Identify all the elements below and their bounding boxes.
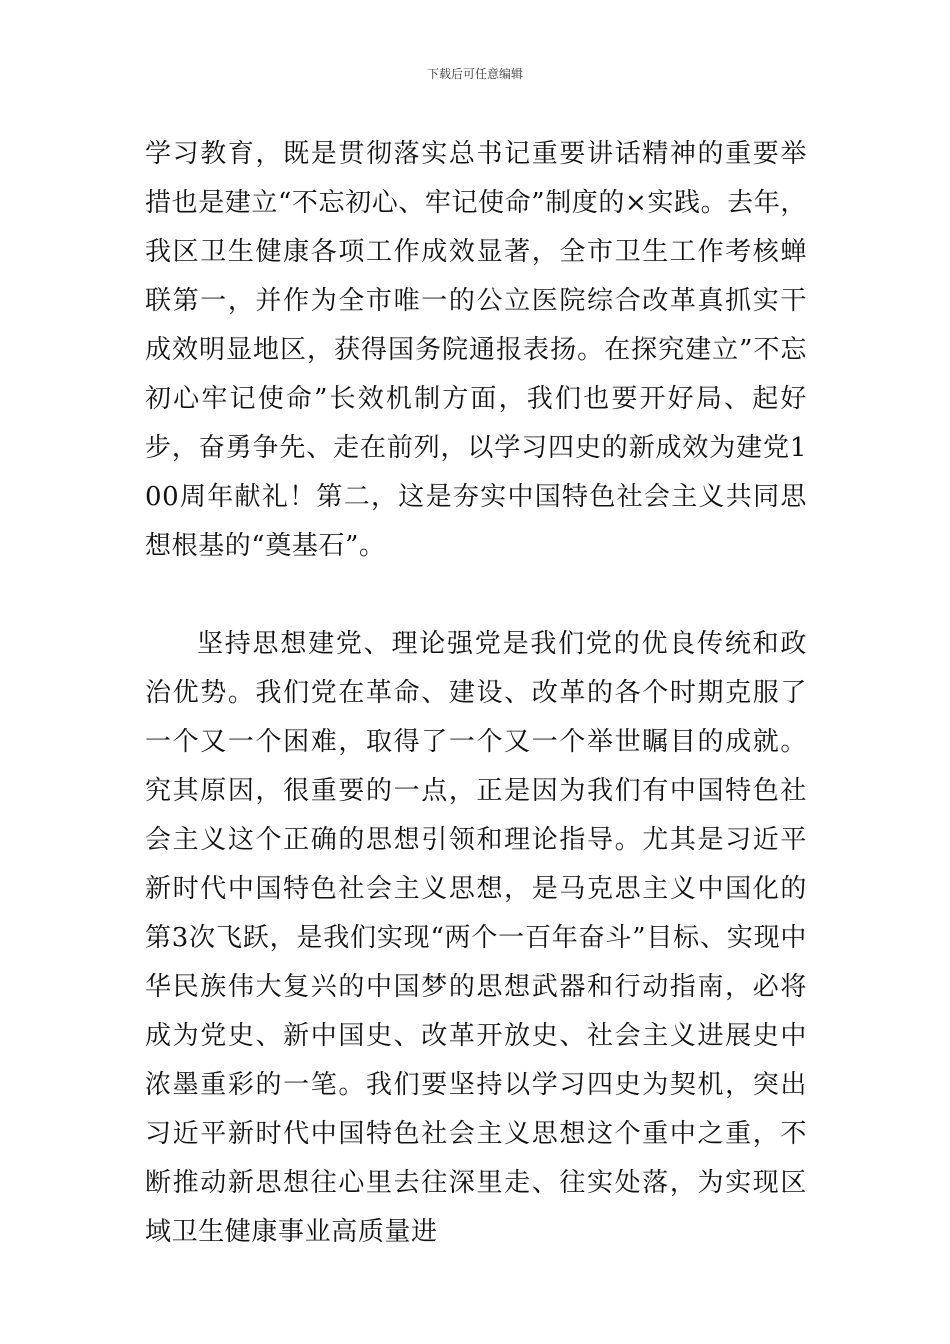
document-body <box>145 130 807 1257</box>
header-note: 下载后可任意编辑 <box>426 67 523 81</box>
paragraph-2: 坚持思想建党、理论强党是我们党的优良传统和政治优势。我们党在革命、建设、改革的各个时期克服了一个又一个困难，取得了一个又一个举世瞩目的成就。究其原因，很重要的一点，正是因为我们有中国特色社会主义这个正确的思想引领和理论指导。尤其是习近平新时代中国特色社会主义思想，是马克思主义中国化的第3次飞跃，是我们实现“两个一百年奋斗”目标、实现中华民族伟大复兴的中国梦的思想武器和行动指南，必将成为党史、新中国史、改革开放史、社会主义进展史中浓墨重彩的一笔。我们要坚持以学习四史为契机，突出习近平新时代中国特色社会主义思想这个重中之重，不断推动新思想往心里去往深里走、往实处落，为实现区域卫生健康事业高质量进 <box>145 629 807 1247</box>
paragraph-1: 学习教育，既是贯彻落实总书记重要讲话精神的重要举措也是建立“不忘初心、牢记使命”制度的×实践。去年，我区卫生健康各项工作成效显著，全市卫生工作考核蝉联第一，并作为全市唯一的公立医院综合改革真抓实干成效明显地区，获得国务院通报表扬。在探究建立”不忘初心牢记使命”长效机制方面，我们也要开好局、起好步，奋勇争先、走在前列，以学习四史的新成效为建党100周年献礼！第二，这是夯实中国特色社会主义共同思想根基的“奠基石”。 <box>145 139 807 561</box>
